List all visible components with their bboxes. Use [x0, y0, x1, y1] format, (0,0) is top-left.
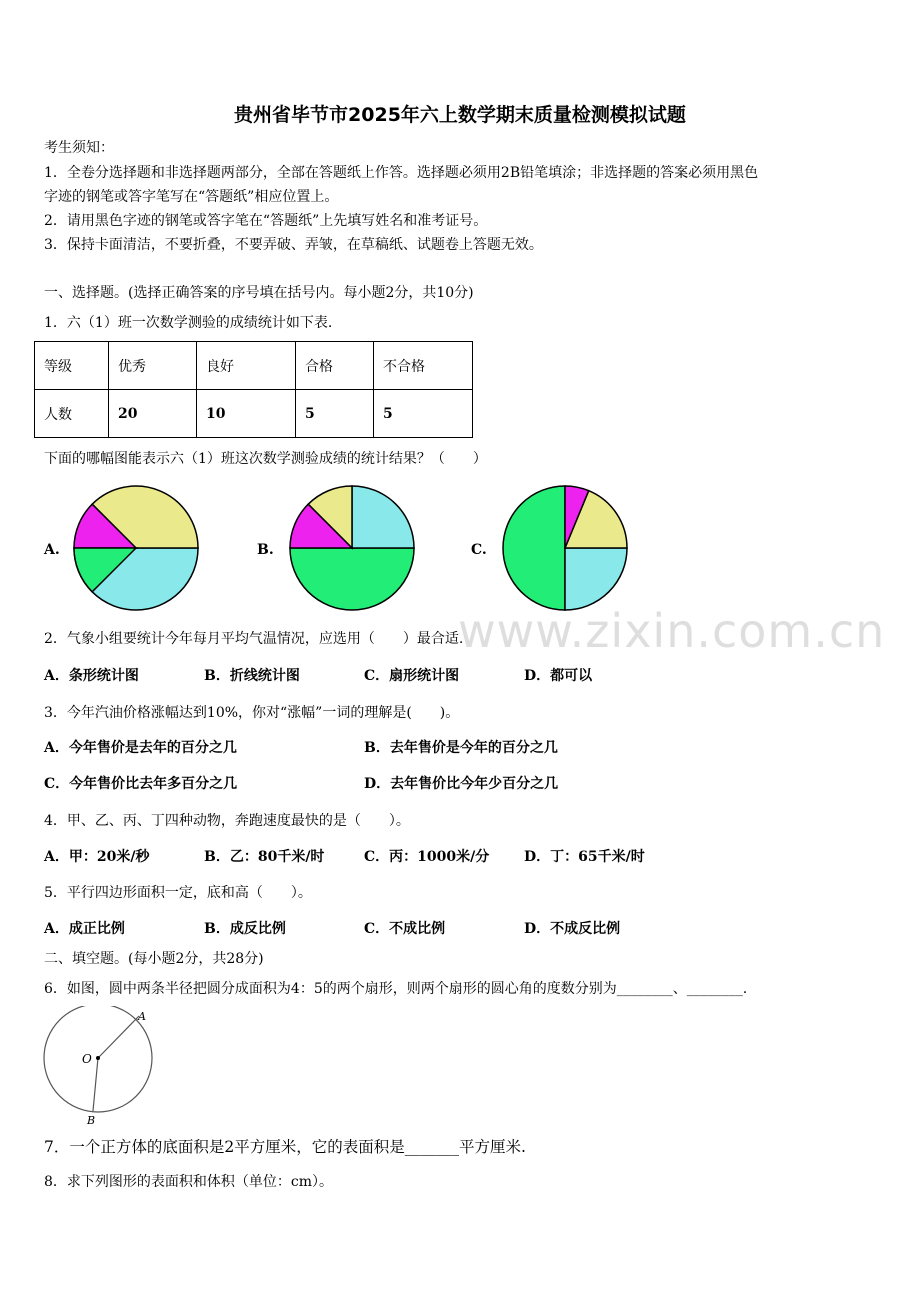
q5-option-a[interactable]: A．成正比例	[44, 921, 125, 937]
table-cell: 等级	[35, 342, 109, 390]
table-cell: 人数	[35, 390, 109, 438]
pie-slice-good	[352, 486, 414, 548]
table-cell: 良好	[197, 342, 296, 390]
pie-chart-option-a[interactable]	[72, 484, 200, 612]
radius-ob	[93, 1058, 98, 1111]
q1-text: 1．六（1）班一次数学测验的成绩统计如下表.	[44, 315, 333, 331]
center-point	[96, 1056, 100, 1060]
q4-option-d[interactable]: D．丁：65千米/时	[524, 849, 645, 865]
q5-option-c[interactable]: C．不成比例	[364, 921, 446, 937]
table-cell: 合格	[296, 342, 374, 390]
q1-option-c-label[interactable]: C.	[471, 542, 487, 558]
label-a: A	[138, 1010, 146, 1023]
q6-text: 6．如图，圆中两条半径把圆分成面积为4：5的两个扇形，则两个扇形的圆心角的度数分别为________、________.	[44, 981, 748, 997]
table-cell: 10	[197, 390, 296, 438]
q2-option-b[interactable]: B．折线统计图	[204, 668, 300, 684]
table-cell: 5	[296, 390, 374, 438]
q3-option-a[interactable]: A．今年售价是去年的百分之几	[44, 740, 237, 756]
table-row	[35, 390, 473, 438]
radius-oa	[98, 1016, 139, 1058]
q5-text: 5．平行四边形面积一定，底和高（ ）。	[44, 885, 312, 901]
label-o: O	[82, 1052, 92, 1066]
notice-item-1-cont: 字迹的钢笔或答字笔写在“答题纸”相应位置上。	[44, 189, 339, 205]
table-cell: 优秀	[109, 342, 197, 390]
section1-heading: 一、选择题。(选择正确答案的序号填在括号内。每小题2分，共10分)	[44, 285, 474, 301]
q2-text: 2．气象小组要统计今年每月平均气温情况，应选用（ ）最合适.	[44, 631, 464, 647]
table-cell: 不合格	[374, 342, 473, 390]
q1-option-a-label[interactable]: A.	[44, 542, 60, 558]
q3-option-b[interactable]: B．去年售价是今年的百分之几	[364, 740, 558, 756]
q5-option-b[interactable]: B．成反比例	[204, 921, 286, 937]
pie-chart-option-c[interactable]	[501, 484, 629, 612]
q5-option-d[interactable]: D．不成反比例	[524, 921, 621, 937]
table-cell: 5	[374, 390, 473, 438]
notice-item-3: 3．保持卡面清洁，不要折叠，不要弄破、弄皱，在草稿纸、试题卷上答题无效。	[44, 237, 543, 253]
table-row	[35, 342, 473, 390]
notice-heading: 考生须知：	[44, 140, 114, 156]
q1-option-b-label[interactable]: B.	[257, 542, 274, 558]
q3-text: 3．今年汽油价格涨幅达到10%，你对“涨幅”一词的理解是( )。	[44, 705, 460, 721]
watermark: www.zixin.com.cn	[458, 604, 886, 658]
pie-slice-good	[565, 548, 627, 610]
q7-text: 7．一个正方体的底面积是2平方厘米，它的表面积是_______平方厘米.	[44, 1138, 526, 1156]
label-b: B	[87, 1114, 96, 1126]
q2-option-c[interactable]: C．扇形统计图	[364, 668, 460, 684]
q2-option-a[interactable]: A．条形统计图	[44, 668, 139, 684]
pie-slice-excellent	[290, 548, 414, 610]
section2-heading: 二、填空题。(每小题2分，共28分)	[44, 951, 264, 967]
q1-prompt: 下面的哪幅图能表示六（1）班这次数学测验成绩的统计结果？（ ）	[44, 451, 487, 467]
circle-diagram	[40, 1006, 160, 1126]
notice-item-2: 2．请用黑色字迹的钢笔或答字笔在“答题纸”上先填写姓名和准考证号。	[44, 213, 488, 229]
q4-option-b[interactable]: B．乙：80千米/时	[204, 849, 325, 865]
q3-option-d[interactable]: D．去年售价比今年少百分之几	[364, 776, 559, 792]
notice-item-1: 1．全卷分选择题和非选择题两部分，全部在答题纸上作答。选择题必须用2B铅笔填涂；非选择题的答案必须用黑色	[44, 165, 759, 181]
page-title: 贵州省毕节市2025年六上数学期末质量检测模拟试题	[234, 104, 686, 126]
q8-text: 8．求下列图形的表面积和体积（单位：cm）。	[44, 1174, 334, 1190]
q4-option-a[interactable]: A．甲：20米/秒	[44, 849, 150, 865]
q4-option-c[interactable]: C．丙：1000米/分	[364, 849, 490, 865]
pie-slice-excellent	[503, 486, 565, 610]
table-cell: 20	[109, 390, 197, 438]
q3-option-c[interactable]: C．今年售价比去年多百分之几	[44, 776, 238, 792]
q4-text: 4．甲、乙、丙、丁四种动物，奔跑速度最快的是（ ）。	[44, 813, 410, 829]
pie-chart-option-b[interactable]	[288, 484, 416, 612]
grade-table	[34, 341, 473, 438]
q2-option-d[interactable]: D．都可以	[524, 668, 593, 684]
